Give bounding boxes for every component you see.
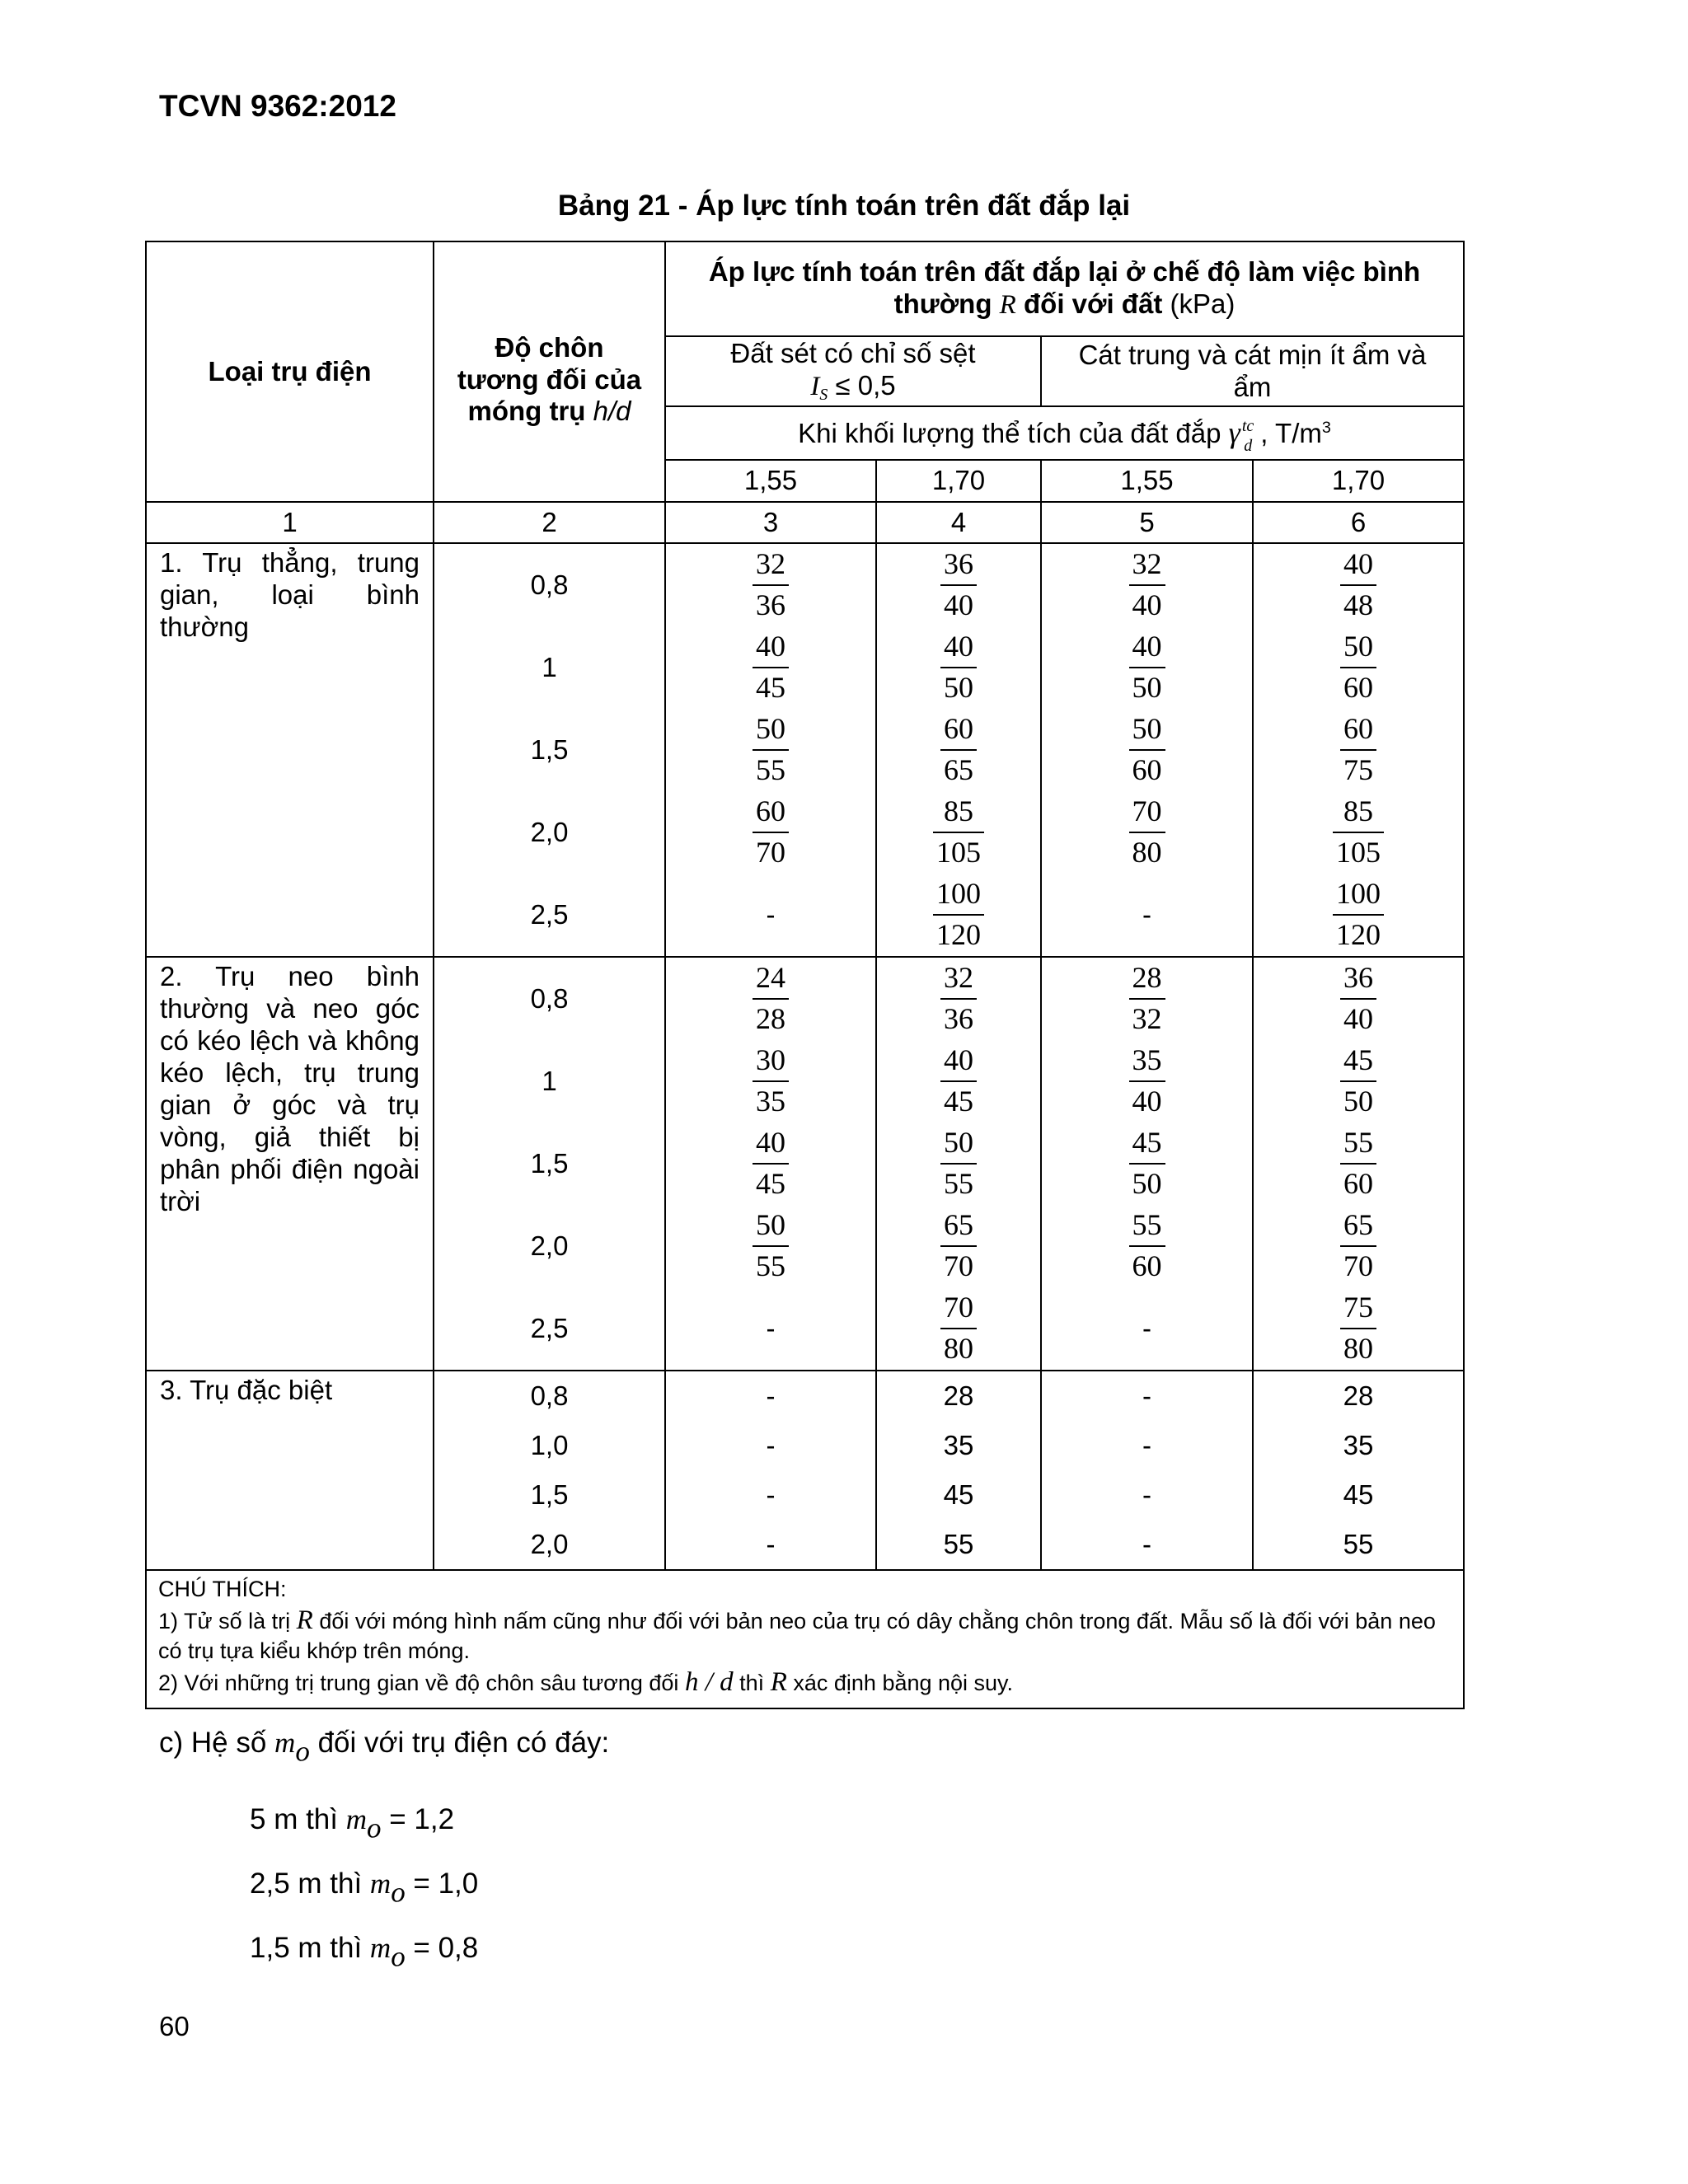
relative-depth-cell: 1,5: [434, 1470, 665, 1520]
numerator: 40: [1340, 545, 1376, 586]
denominator: 40: [944, 588, 973, 621]
numerator: 32: [753, 545, 789, 586]
pressure-value-cell: -: [1041, 1520, 1253, 1570]
table-row: [146, 1371, 1464, 1421]
numerator: 32: [940, 958, 977, 1000]
table-row: [146, 543, 1464, 626]
fraction: [1129, 1041, 1165, 1121]
column-number-cell: 6: [1253, 502, 1464, 543]
numerator: 100: [933, 874, 984, 916]
denominator: 60: [1343, 1167, 1373, 1200]
fraction: [1129, 1123, 1165, 1203]
pressure-value-cell: -: [665, 874, 876, 957]
pressure-fraction-cell: [1253, 543, 1464, 626]
pressure-fraction-cell: [876, 1040, 1041, 1122]
pressure-value-cell: 55: [1253, 1520, 1464, 1570]
denominator: 40: [1343, 1002, 1373, 1035]
pressure-fraction-cell: [665, 1040, 876, 1122]
numerator: 35: [1129, 1041, 1165, 1082]
pressure-fraction-cell: [1041, 543, 1253, 626]
pressure-fraction-cell: [1253, 1040, 1464, 1122]
numerator: 70: [940, 1288, 977, 1329]
relative-depth-cell: 2,0: [434, 791, 665, 874]
pressure-fraction-cell: [1253, 626, 1464, 709]
numerator: 50: [1340, 627, 1376, 668]
gamma-symbol: γ $^{tc}_d$: [1228, 416, 1254, 456]
denominator: 45: [944, 1085, 973, 1118]
denominator: 65: [944, 753, 973, 786]
pressure-fraction-cell: [876, 626, 1041, 709]
denominator: 45: [756, 1167, 785, 1200]
numerator: 40: [940, 627, 977, 668]
pressure-value-cell: -: [1041, 1287, 1253, 1371]
numerator: 60: [940, 710, 977, 751]
pole-type-label: 1. Trụ thẳng, trung gian, loại bình thường: [146, 543, 434, 957]
fraction: [1340, 710, 1376, 790]
density-value-cell: 1,70: [876, 460, 1041, 502]
denominator: 105: [1336, 836, 1381, 869]
pressure-fraction-cell: [1041, 1122, 1253, 1205]
denominator: 45: [756, 671, 785, 704]
pressure-value-cell: -: [665, 1371, 876, 1421]
fraction: [753, 1123, 789, 1203]
column-number-cell: 3: [665, 502, 876, 543]
col-header-calculated-pressure: Áp lực tính toán trên đất đắp lại ở chế độ làm việc bình thường R đối với đất (kPa): [665, 241, 1464, 336]
pressure-value-cell: 28: [876, 1371, 1041, 1421]
pressure-value-cell: -: [665, 1520, 876, 1570]
pole-type-label: 2. Trụ neo bình thường và neo góc có kéo lệch và không kéo lệch, trụ trung gian ở góc và trụ vòng, giả thiết bị phân phối điện ngoài trời: [146, 957, 434, 1371]
column-number-cell: 1: [146, 502, 434, 543]
column-number-cell: 4: [876, 502, 1041, 543]
numerator: 40: [753, 1123, 789, 1165]
denominator: 120: [1336, 918, 1381, 951]
coefficient-line: 2,5 m thì mo = 1,0: [250, 1868, 479, 1909]
fraction: [940, 1206, 977, 1286]
pressure-fraction-cell: [1253, 709, 1464, 791]
coefficient-line: 1,5 m thì mo = 0,8: [250, 1932, 479, 1973]
denominator: 48: [1343, 588, 1373, 621]
note-1: 1) Tử số là trị R đối với móng hình nấm cũng như đối với bản neo của trụ có dây chằng chôn trong đất. Mẫu số là đối với bản neo có trụ tựa kiểu khớp trên móng.: [158, 1605, 1436, 1663]
fraction: [940, 627, 977, 707]
pressure-fraction-cell: [876, 709, 1041, 791]
pressure-fraction-cell: [1041, 1040, 1253, 1122]
col-header-fill-density: Khi khối lượng thể tích của đất đắp γ $^{tc}_d$ , $T/m^3$: [665, 406, 1464, 460]
denominator: 40: [1132, 588, 1162, 621]
pressure-fraction-cell: [1253, 1122, 1464, 1205]
pressure-fraction-cell: [665, 543, 876, 626]
numerator: 60: [753, 792, 789, 833]
pressure-value-cell: 55: [876, 1520, 1041, 1570]
denominator: 80: [1132, 836, 1162, 869]
numerator: 32: [1129, 545, 1165, 586]
pressure-fraction-cell: [665, 1122, 876, 1205]
pressure-fraction-cell: [1253, 957, 1464, 1040]
denominator: 28: [756, 1002, 785, 1035]
col-header-sand: Cát trung và cát mịn ít ẩm và ẩm: [1041, 336, 1464, 406]
fraction: [1340, 1288, 1376, 1368]
pressure-value-cell: -: [1041, 1470, 1253, 1520]
pressure-fraction-cell: [1253, 1205, 1464, 1287]
fraction: [1340, 958, 1376, 1038]
pressure-fraction-cell: [1253, 874, 1464, 957]
pressure-fraction-cell: [1253, 791, 1464, 874]
denominator: 55: [944, 1167, 973, 1200]
fraction: [1129, 710, 1165, 790]
numerator: 50: [940, 1123, 977, 1165]
pressure-fraction-cell: [876, 874, 1041, 957]
denominator: 35: [756, 1085, 785, 1118]
numerator: 65: [1340, 1206, 1376, 1247]
fraction: [1129, 792, 1165, 872]
pressure-fraction-cell: [876, 1287, 1041, 1371]
pressure-fraction-cell: [876, 1205, 1041, 1287]
fraction: [753, 1041, 789, 1121]
fraction: [753, 792, 789, 872]
pressure-fraction-cell: [876, 957, 1041, 1040]
col-header-pole-type: Loại trụ điện: [146, 241, 434, 502]
numerator: 60: [1340, 710, 1376, 751]
relative-depth-cell: 1: [434, 1040, 665, 1122]
relative-depth-cell: 1,5: [434, 1122, 665, 1205]
numerator: 36: [940, 545, 977, 586]
fraction: [753, 958, 789, 1038]
fraction: [1340, 1123, 1376, 1203]
pressure-fraction-cell: [1041, 1205, 1253, 1287]
document-code: TCVN 9362:2012: [159, 89, 396, 123]
pressure-value-cell: -: [665, 1287, 876, 1371]
fraction: [1129, 545, 1165, 625]
numerator: 85: [933, 792, 984, 833]
note-2: 2) Với những trị trung gian về độ chôn sâu tương đối h / d thì R xác định bằng nội suy.: [158, 1666, 1014, 1697]
column-number-cell: 2: [434, 502, 665, 543]
denominator: 36: [756, 588, 785, 621]
fraction: [940, 545, 977, 625]
numerator: 70: [1129, 792, 1165, 833]
numerator: 40: [940, 1041, 977, 1082]
numerator: 40: [1129, 627, 1165, 668]
pressure-value-cell: -: [1041, 1371, 1253, 1421]
density-value-cell: 1,55: [1041, 460, 1253, 502]
numerator: 45: [1129, 1123, 1165, 1165]
numerator: 50: [1129, 710, 1165, 751]
denominator: 50: [1343, 1085, 1373, 1118]
pressure-fraction-cell: [876, 1122, 1041, 1205]
numerator: 55: [1340, 1123, 1376, 1165]
denominator: 32: [1132, 1002, 1162, 1035]
denominator: 120: [936, 918, 981, 951]
denominator: 36: [944, 1002, 973, 1035]
fraction: [933, 874, 984, 954]
column-number-cell: 5: [1041, 502, 1253, 543]
denominator: 80: [944, 1332, 973, 1365]
numerator: 45: [1340, 1041, 1376, 1082]
pressure-value-cell: 45: [876, 1470, 1041, 1520]
numerator: 24: [753, 958, 789, 1000]
table-row: [146, 957, 1464, 1040]
pressure-fraction-cell: [1041, 791, 1253, 874]
fraction: [1340, 627, 1376, 707]
density-value-cell: 1,70: [1253, 460, 1464, 502]
denominator: 55: [756, 753, 785, 786]
denominator: 40: [1132, 1085, 1162, 1118]
numerator: 85: [1333, 792, 1384, 833]
pressure-value-cell: -: [665, 1470, 876, 1520]
fraction: [940, 710, 977, 790]
fraction: [940, 1288, 977, 1368]
relative-depth-cell: 1,0: [434, 1421, 665, 1470]
pressure-fraction-cell: [665, 791, 876, 874]
numerator: 50: [753, 710, 789, 751]
fraction: [940, 1041, 977, 1121]
denominator: 60: [1343, 671, 1373, 704]
fraction: [1129, 1206, 1165, 1286]
relative-depth-cell: 0,8: [434, 957, 665, 1040]
denominator: 70: [756, 836, 785, 869]
numerator: 30: [753, 1041, 789, 1082]
fraction: [1340, 545, 1376, 625]
col-header-clay: Đất sét có chỉ số sệt $I_S \le 0,5$: [665, 336, 1041, 406]
fraction: [1333, 792, 1384, 872]
notes-heading: CHÚ THÍCH:: [158, 1577, 287, 1601]
fraction: [940, 1123, 977, 1203]
relative-depth-cell: 2,0: [434, 1520, 665, 1570]
denominator: 60: [1132, 1249, 1162, 1282]
relative-depth-cell: 1: [434, 626, 665, 709]
paragraph-c: c) Hệ số mo đối với trụ điện có đáy:: [159, 1727, 610, 1768]
fraction: [940, 958, 977, 1038]
coefficient-line: 5 m thì mo = 1,2: [250, 1803, 455, 1844]
fraction: [753, 710, 789, 790]
numerator: 75: [1340, 1288, 1376, 1329]
relative-depth-cell: 2,0: [434, 1205, 665, 1287]
fraction: [1129, 958, 1165, 1038]
fraction: [753, 1206, 789, 1286]
relative-depth-cell: 0,8: [434, 543, 665, 626]
pressure-fraction-cell: [1253, 1287, 1464, 1371]
denominator: 50: [1132, 1167, 1162, 1200]
fraction: [1340, 1041, 1376, 1121]
pressure-value-cell: 35: [1253, 1421, 1464, 1470]
denominator: 70: [1343, 1249, 1373, 1282]
pressure-value-cell: -: [665, 1421, 876, 1470]
pressure-fraction-cell: [876, 543, 1041, 626]
numerator: 65: [940, 1206, 977, 1247]
relative-depth-cell: 0,8: [434, 1371, 665, 1421]
pressure-table: [145, 241, 1465, 1709]
fraction: [1333, 874, 1384, 954]
pressure-fraction-cell: [665, 709, 876, 791]
numerator: 40: [753, 627, 789, 668]
table-title: Bảng 21 - Áp lực tính toán trên đất đắp lại: [557, 190, 1131, 222]
pressure-value-cell: -: [1041, 1421, 1253, 1470]
page-number: 60: [159, 2011, 190, 2041]
numerator: 36: [1340, 958, 1376, 1000]
denominator: 75: [1343, 753, 1373, 786]
numerator: 50: [753, 1206, 789, 1247]
pressure-value-cell: 35: [876, 1421, 1041, 1470]
pressure-fraction-cell: [1041, 709, 1253, 791]
fraction: [753, 627, 789, 707]
pole-type-label: 3. Trụ đặc biệt: [146, 1371, 434, 1570]
relative-depth-cell: 1,5: [434, 709, 665, 791]
pressure-fraction-cell: [1041, 626, 1253, 709]
relative-depth-cell: 2,5: [434, 874, 665, 957]
pressure-fraction-cell: [665, 957, 876, 1040]
density-value-cell: 1,55: [665, 460, 876, 502]
fraction: [933, 792, 984, 872]
col-header-relative-depth: Độ chôn tương đối của móng trụ h/d: [434, 241, 665, 502]
pressure-value-cell: 28: [1253, 1371, 1464, 1421]
denominator: 55: [756, 1249, 785, 1282]
denominator: 70: [944, 1249, 973, 1282]
numerator: 100: [1333, 874, 1384, 916]
pressure-fraction-cell: [876, 791, 1041, 874]
denominator: 105: [936, 836, 981, 869]
numerator: 55: [1129, 1206, 1165, 1247]
denominator: 60: [1132, 753, 1162, 786]
relative-depth-cell: 2,5: [434, 1287, 665, 1371]
numerator: 28: [1129, 958, 1165, 1000]
pressure-value-cell: -: [1041, 874, 1253, 957]
fraction: [753, 545, 789, 625]
pressure-fraction-cell: [665, 626, 876, 709]
denominator: 50: [1132, 671, 1162, 704]
fraction: [1129, 627, 1165, 707]
denominator: 50: [944, 671, 973, 704]
fraction: [1340, 1206, 1376, 1286]
pressure-value-cell: 45: [1253, 1470, 1464, 1520]
table-notes: [146, 1570, 1464, 1708]
pressure-fraction-cell: [1041, 957, 1253, 1040]
pressure-fraction-cell: [665, 1205, 876, 1287]
denominator: 80: [1343, 1332, 1373, 1365]
